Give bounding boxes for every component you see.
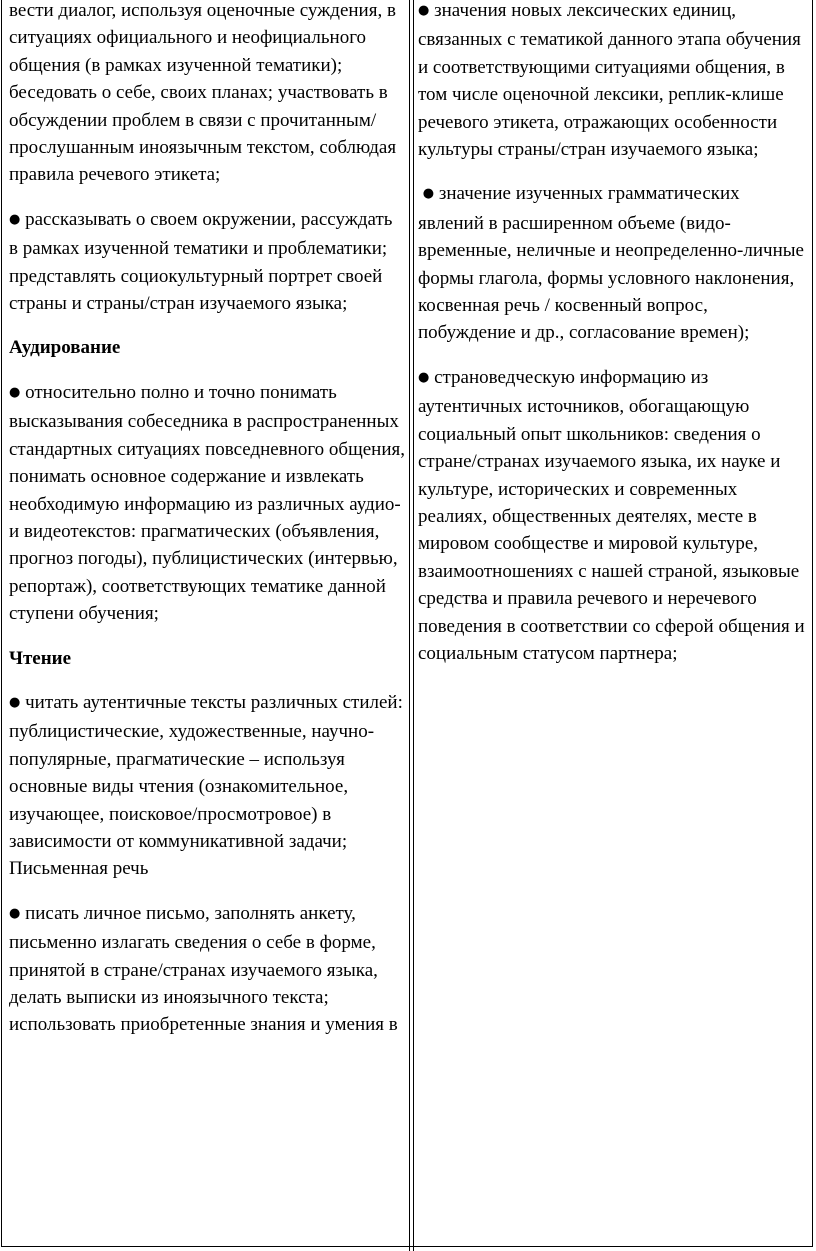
bullet-icon: ● <box>418 369 430 385</box>
bullet-icon: ● <box>418 3 430 18</box>
bullet-icon: ● <box>9 384 21 400</box>
column-divider-inner <box>413 0 414 1251</box>
heading-listening: Аудирование <box>9 337 121 359</box>
bullet-item-writing: ● писать личное письмо, заполнять анкету, письменно излагать сведения о себе в форме, принятой в стране/странах изучаемого языка, делать выписки из иноязычного текста; использовать приобретенные знания и умения в <box>9 902 398 1036</box>
writing-label: Письменная речь <box>9 858 149 880</box>
bullet-item-vocabulary: ● значения новых лексических единиц, связанных с тематикой данного этапа обучения и соответствующими ситуациями общения, в том числе оценочной лексики, реплик-клише речевого этикета, отражающих особенности культуры страны/стран изучаемого языка; <box>418 0 801 161</box>
bullet-item-country-studies: ● страноведческую информацию из аутентичных источников, обогащающую социальный опыт школьников: сведения о стране/странах изучаемого языка, их науке и культуре, исторических и современных реалиях, общественных деятелях, месте в мировом сообществе и мировой культуре, взаимоотношениях с нашей страной, языковые средства и правила речевого и неречевого поведения в соответствии со сферой общения и социальным статусом партнера; <box>418 366 805 664</box>
paragraph-dialogue: вести диалог, используя оценочные суждения, в ситуациях официального и неофициального общения (в рамках изученной тематики); беседовать о себе, своих планах; участвовать в обсуждении проблем в связи с прочитанным/прослушанным иноязычным текстом, соблюдая правила речевого этикета; <box>9 0 397 186</box>
bullet-item-grammar: ● значение изученных грамматических явлений в расширенном объеме (видо-временные, неличные и неопределенно-личные формы глагола, формы условного наклонения, косвенная речь / косвенный вопрос, побуждение и др., согласование времен); <box>418 183 804 344</box>
bullet-icon: ● <box>9 694 21 710</box>
bullet-icon: ● <box>9 211 21 227</box>
bullet-icon: ● <box>9 905 21 921</box>
column-divider <box>409 0 410 1251</box>
heading-reading: Чтение <box>9 647 72 669</box>
bullet-icon: ● <box>422 186 435 202</box>
right-column <box>418 0 810 667</box>
left-column <box>9 0 405 1039</box>
bullet-item-listening: ● относительно полно и точно понимать высказывания собеседника в распространенных стандартных ситуациях повседневного общения, понимать основное содержание и извлекать необходимую информацию из различных аудио- и видеотекстов: прагматических (объявления, прогноз погоды), публицистических (интервью, репортаж), соответствующих тематике данной ступени обучения; <box>9 381 405 625</box>
bullet-item-reading: ● читать аутентичные тексты различных стилей: публицистические, художественные, научно-популярные, прагматические – используя основные виды чтения (ознакомительное, изучающее, поисковое/просмотровое) в зависимости от коммуникативной задачи; Письменная речь <box>9 691 403 880</box>
bullet-item-surroundings: ● рассказывать о своем окружении, рассуждать в рамках изученной тематики и проблематики; представлять социокультурный портрет своей страны и страны/стран изучаемого языка; <box>9 208 393 315</box>
